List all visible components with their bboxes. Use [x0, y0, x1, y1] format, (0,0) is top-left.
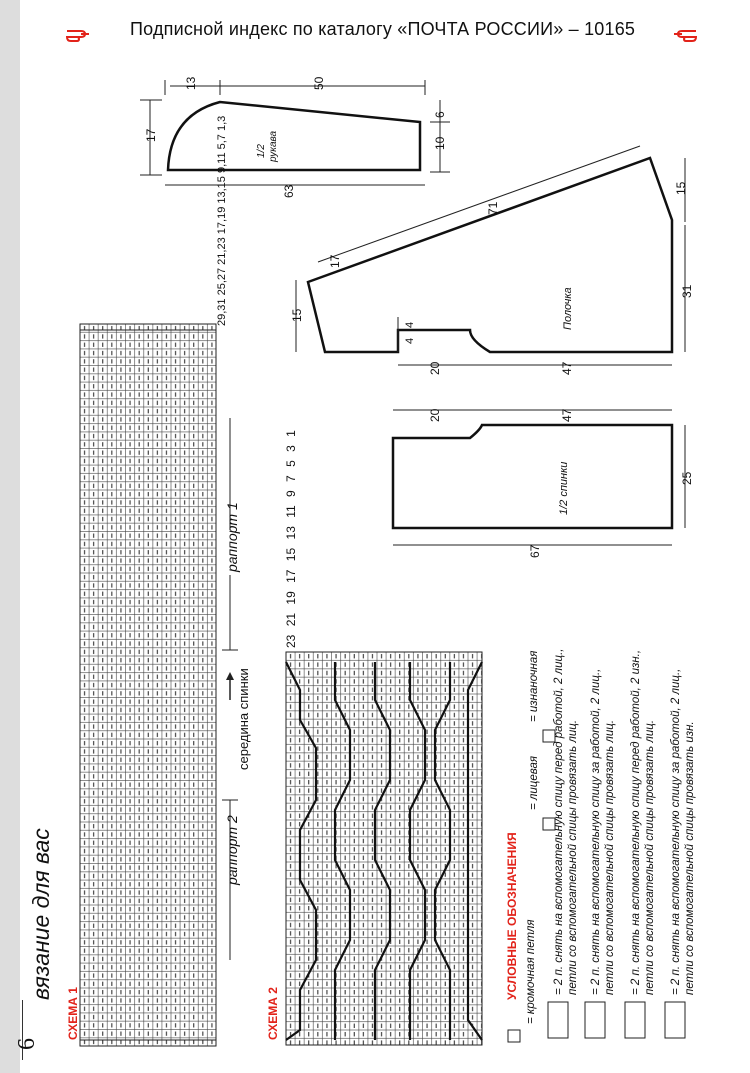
legend-cable4-b: петли со вспомогательной спицы провязать изн.	[684, 721, 696, 995]
front-dimensions	[296, 146, 685, 365]
sleeve-dim-10: 10	[433, 136, 447, 150]
legend-cable1-a: = 2 п. снять на вспомогательную спицу перед работой, 2 лиц.,	[553, 648, 565, 995]
front-dim-47: 47	[560, 361, 574, 375]
front-dim-15a: 15	[674, 181, 688, 195]
page-number: 6	[14, 1038, 40, 1050]
legend-cable3-b: петли со вспомогательной спицы провязать лиц.	[644, 719, 656, 995]
front-dim-4a: 4	[404, 337, 416, 344]
legend-cable2-b: петли со вспомогательной спицы провязать лиц.	[604, 719, 616, 995]
back-dim-25: 25	[680, 471, 694, 485]
front-dim-15b: 15	[290, 308, 304, 322]
sleeve-dim-17: 17	[144, 128, 158, 142]
repeat1-label: раппорт 1	[224, 502, 240, 572]
front-dim-71: 71	[486, 201, 500, 215]
sleeve-dim-50: 50	[312, 76, 326, 90]
repeat2-label: раппорт 2	[224, 815, 240, 885]
sleeve-dim-63: 63	[282, 184, 296, 198]
legend-cable4-a: = 2 п. снять на вспомогательную спицу за работой, 2 лиц.,	[670, 668, 682, 995]
legend-knit: = лицевая	[528, 755, 540, 810]
front-dim-4b: 4	[404, 321, 416, 328]
legend-purl: = изнаночная	[528, 650, 540, 722]
subscription-title: Подписной индекс по каталогу «ПОЧТА РОССИИ» – 10165	[130, 19, 636, 39]
back-dimensions	[393, 410, 685, 545]
sleeve-dim-13: 13	[184, 76, 198, 90]
schema2-grid	[286, 652, 482, 1045]
sleeve-label-2: рукава	[268, 130, 279, 162]
legend-cable3-a: = 2 п. снять на вспомогательную спицу перед работой, 2 изн.,	[630, 649, 642, 995]
schema1-label: СХЕМА 1	[66, 987, 80, 1040]
legend-cable1-b: петли со вспомогательной спицы провязать лиц.	[567, 719, 579, 995]
magazine-name: вязание для вас	[28, 828, 54, 1000]
back-dim-47: 47	[560, 408, 574, 422]
front-dim-31: 31	[680, 284, 694, 298]
front-dim-20: 20	[428, 361, 442, 375]
front-label: Полочка	[562, 287, 574, 330]
back-dim-20: 20	[428, 408, 442, 422]
sleeve-dim-6: 6	[433, 111, 447, 118]
sleeve-label-1: 1/2	[256, 144, 267, 158]
schema1-grid	[80, 324, 216, 1046]
middle-label: середина спинки	[236, 668, 251, 770]
legend-title: УСЛОВНЫЕ ОБОЗНАЧЕНИЯ	[505, 832, 519, 1000]
legend-edge: = кромочная петля	[525, 919, 537, 1024]
front-dim-17: 17	[328, 254, 342, 268]
back-label: 1/2 спинки	[558, 461, 570, 515]
back-dim-67: 67	[528, 544, 542, 558]
back-shape	[393, 425, 672, 528]
schema2-row-numbers: 23 21 19 17 15 13 11 9 7 5 3 1	[284, 430, 298, 648]
front-shape	[308, 158, 672, 352]
schema1-row-numbers: 29,31 25,27 21,23 17,19 13,15 9,11 5,7 1,3	[216, 115, 228, 326]
schema2-label: СХЕМА 2	[266, 987, 280, 1040]
legend-cable2-a: = 2 п. снять на вспомогательную спицу за работой, 2 лиц.,	[590, 668, 602, 995]
sleeve-shape	[168, 102, 420, 170]
